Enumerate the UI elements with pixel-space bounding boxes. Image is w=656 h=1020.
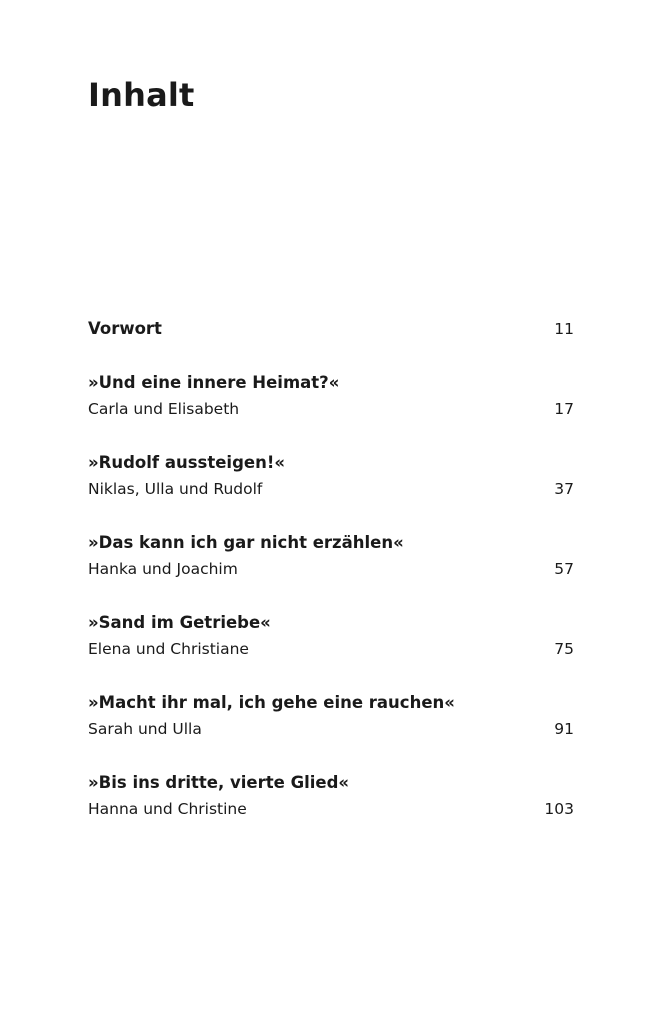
toc-entry-subtitle: Niklas, Ulla und Rudolf [88,480,263,498]
toc-entry-title: »Das kann ich gar nicht erzählen« [88,533,404,552]
toc-entry[interactable] [88,370,574,422]
toc-entry-page-number: 103 [544,800,574,818]
toc-entry-title: »Bis ins dritte, vierte Glied« [88,773,350,792]
toc-entry[interactable] [88,450,574,502]
toc-entry[interactable] [88,530,574,582]
toc-entry-page-number: 57 [554,560,574,578]
toc-entry[interactable] [88,690,574,742]
table-of-contents [88,316,574,822]
toc-entry-subtitle: Hanka und Joachim [88,560,238,578]
page-title: Inhalt [88,76,195,114]
toc-entry-title: »Rudolf aussteigen!« [88,453,286,472]
toc-entry-subtitle: Carla und Elisabeth [88,400,240,418]
toc-entry-page-number: 37 [554,480,574,498]
toc-entry-title: Vorwort [88,319,162,338]
toc-entry-page-number: 17 [554,400,574,418]
toc-entry-vorwort[interactable] [88,316,574,342]
toc-entry-title: »Und eine innere Heimat?« [88,373,340,392]
toc-entry[interactable] [88,770,574,822]
toc-entry-subtitle: Sarah und Ulla [88,720,202,738]
toc-entry-subtitle: Hanna und Christine [88,800,247,818]
toc-entry[interactable] [88,610,574,662]
toc-entry-title: »Sand im Getriebe« [88,613,271,632]
toc-entry-page-number: 91 [554,720,574,738]
toc-entry-page-number: 11 [554,320,574,338]
toc-entry-subtitle: Elena und Christiane [88,640,249,658]
toc-entry-title: »Macht ihr mal, ich gehe eine rauchen« [88,693,455,712]
toc-entry-page-number: 75 [554,640,574,658]
